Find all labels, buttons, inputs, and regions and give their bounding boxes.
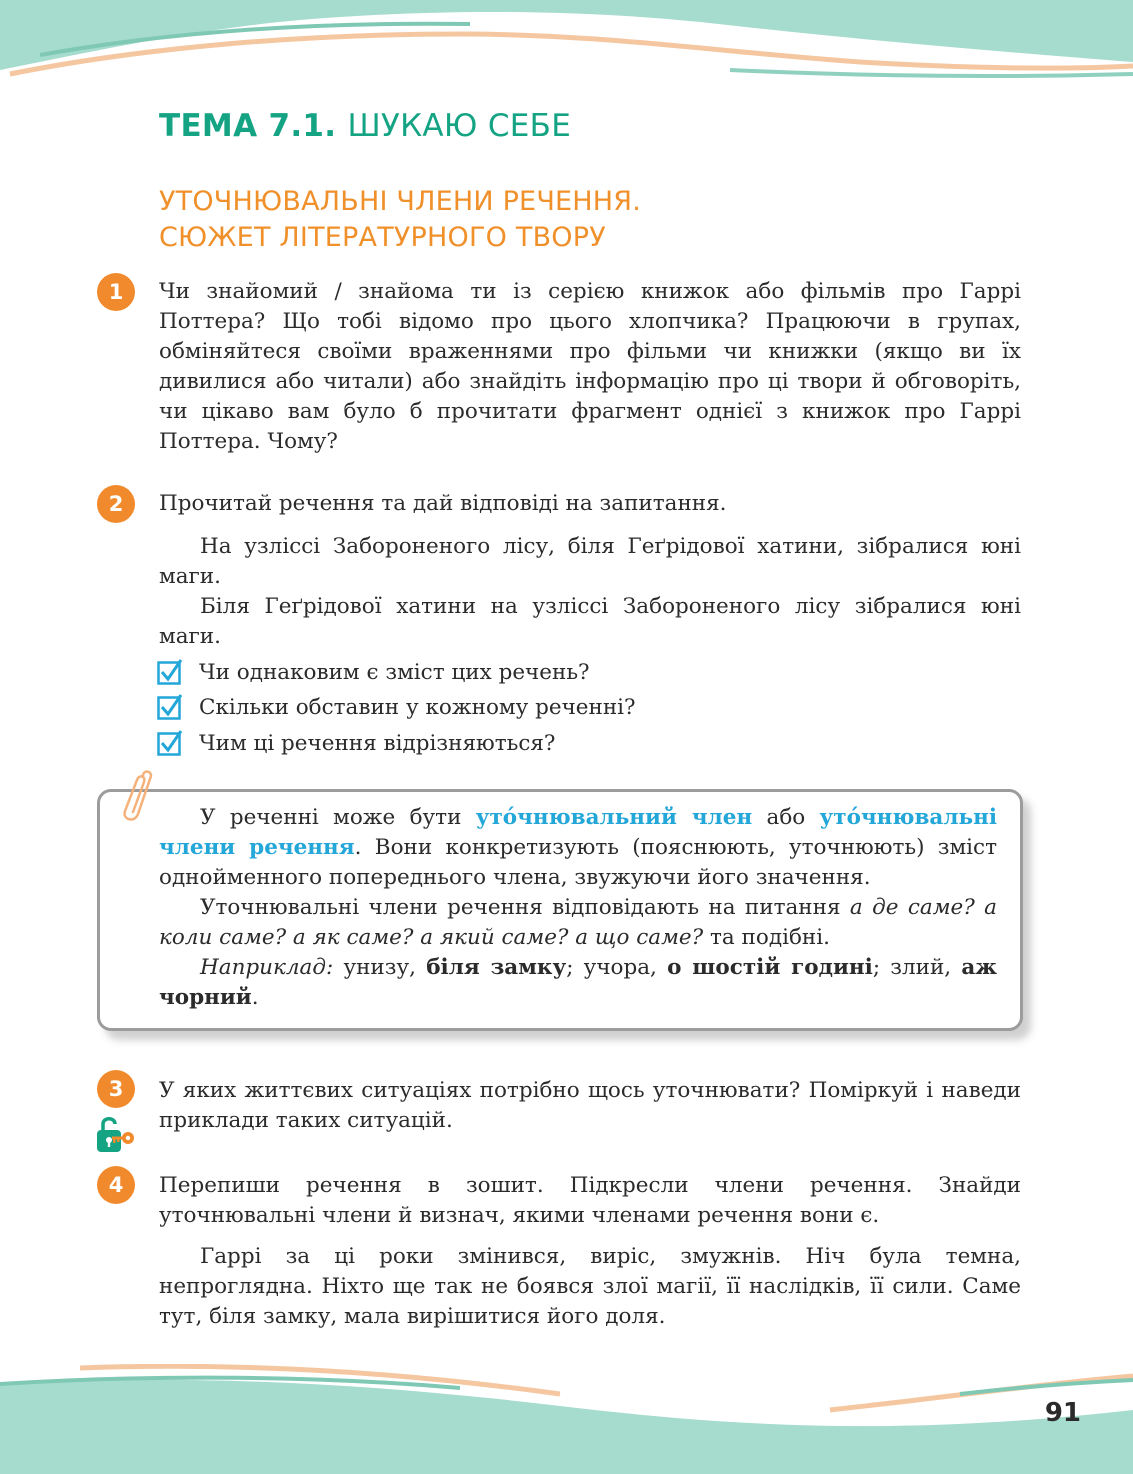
topic-title xyxy=(159,108,571,144)
bottom-wave-decoration xyxy=(0,1364,1133,1474)
checkbox-icon xyxy=(157,730,183,756)
question-item xyxy=(157,728,555,758)
task-number-badge: 1 xyxy=(97,273,135,311)
rule-paragraph-2 xyxy=(159,893,997,953)
checkbox-icon xyxy=(157,659,183,685)
term-highlight: уто́чнювальні члени речення xyxy=(159,805,997,860)
term-highlight: уто́чнювальний член xyxy=(475,805,753,830)
question-text: Чим ці речення відрізняються? xyxy=(199,730,556,756)
rule-text-fragment: ; учора, xyxy=(566,955,668,980)
example-bold: біля замку xyxy=(426,955,567,980)
example-label: Наприклад: xyxy=(200,955,334,980)
task-number-badge: 2 xyxy=(97,485,135,523)
rule-text xyxy=(159,803,997,1013)
rule-text-fragment: У реченні може бути xyxy=(200,805,476,830)
topic-name: ШУКАЮ СЕБЕ xyxy=(347,108,572,144)
question-text: Скільки обставин у кожному реченні? xyxy=(199,694,636,720)
topic-label: ТЕМА 7.1. xyxy=(159,108,337,144)
question-item xyxy=(157,692,636,722)
section-heading xyxy=(159,184,641,256)
task1-text: Чи знайомий / знайома ти із серією книжок або фільмів про Гаррі Поттера? Що тобі відомо про цього хлопчика? Працюючи в групах, обміняйтеся своїми враженнями про фільми чи книжки (якщо ви їх дивилися або читали) або знайдіть інформацію про ці твори й обговоріть, чи цікаво вам було б прочитати фрагмент однієї з книжок про Гаррі Поттера. Чому? xyxy=(159,279,1021,454)
rule-text-fragment: . xyxy=(251,985,259,1010)
top-wave-decoration xyxy=(0,0,1133,90)
page-number: 91 xyxy=(1044,1398,1081,1428)
rule-text-fragment: унизу, xyxy=(333,955,427,980)
paperclip-icon xyxy=(116,768,156,826)
task-number-badge: 3 xyxy=(97,1070,135,1108)
task3-text: У яких життєвих ситуаціях потрібно щось уточнювати? Поміркуй і наведи приклади таких ситуацій. xyxy=(159,1078,1021,1133)
rule-text-fragment: та подібні. xyxy=(703,925,830,950)
question-text: Чи однаковим є зміст цих речень? xyxy=(199,659,590,685)
checkbox-icon xyxy=(157,694,183,720)
example-sentence-2: Біля Геґрідової хатини на узліссі Забороненого лісу зібралися юні маги. xyxy=(159,594,1021,649)
task4-text: Перепиши речення в зошит. Підкресли члени речення. Знайди уточнювальні члени й визнач, якими членами речення вони є. xyxy=(159,1173,1021,1228)
section-heading-line2: СЮЖЕТ ЛІТЕРАТУРНОГО ТВОРУ xyxy=(159,222,606,253)
rule-text-fragment: . Вони конкретизують (пояснюють, уточнюють) зміст однойменного попереднього члена, звужуючи його значення. xyxy=(159,835,997,890)
example-sentence-1: На узліссі Забороненого лісу, біля Геґрідової хатини, зібралися юні маги. xyxy=(159,534,1021,589)
task4-passage: Гаррі за ці роки змінився, виріс, змужнів. Ніч була темна, непроглядна. Ніхто ще так не боявся злої магії, її наслідків, її сили. Саме тут, біля замку, мала вирішитися його доля. xyxy=(159,1244,1021,1329)
question-item xyxy=(157,657,590,687)
rule-paragraph-1 xyxy=(159,803,997,893)
rule-questions: а де саме? а коли саме? а як саме? а який саме? а що саме? xyxy=(159,895,997,950)
task-number-badge: 4 xyxy=(97,1166,135,1204)
example-bold: о шостій годині xyxy=(667,955,873,980)
rule-example xyxy=(159,953,997,1013)
rule-text-fragment: Уточнювальні члени речення відповідають на питання xyxy=(200,895,850,920)
rule-text-fragment: ; злий, xyxy=(872,955,962,980)
task2-text: Прочитай речення та дай відповіді на запитання. xyxy=(159,491,727,516)
lock-key-icon xyxy=(95,1113,137,1155)
example-bold: аж чорний xyxy=(159,955,997,1010)
rule-text-fragment: або xyxy=(752,805,820,830)
section-heading-line1: УТОЧНЮВАЛЬНІ ЧЛЕНИ РЕЧЕННЯ. xyxy=(159,186,642,217)
